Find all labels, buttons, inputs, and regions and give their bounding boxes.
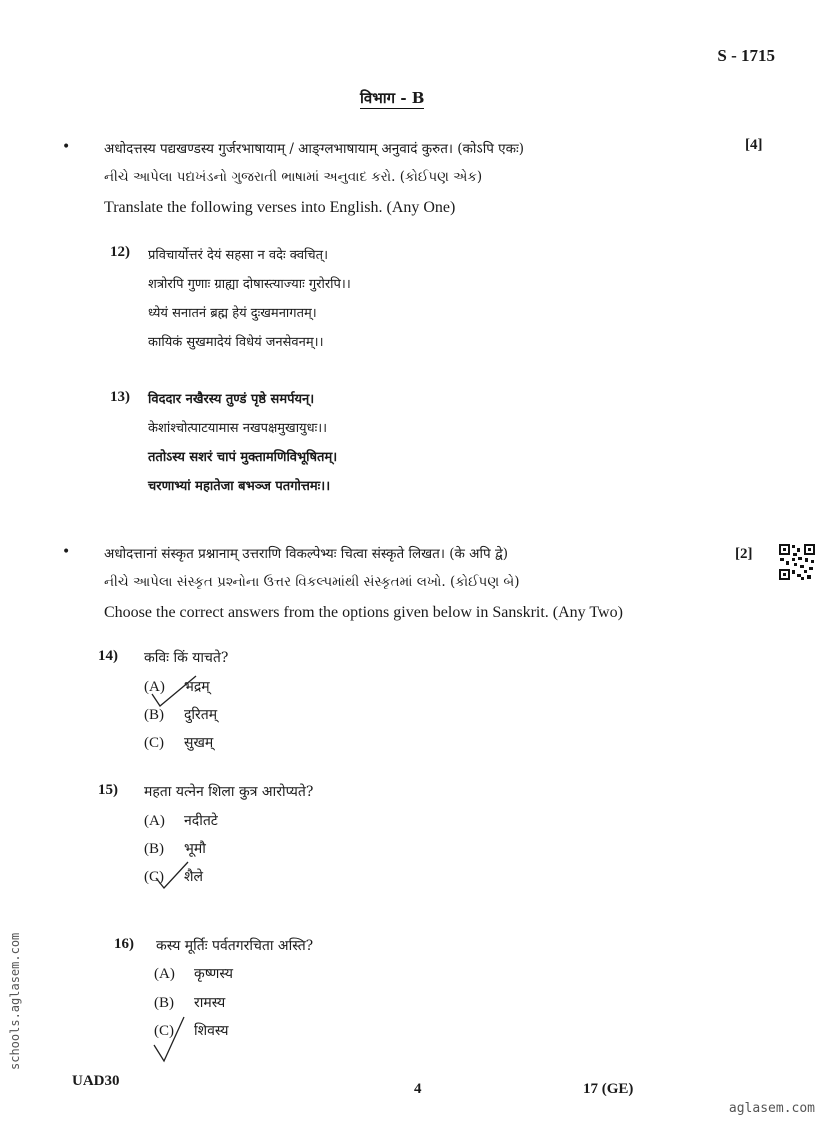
question-15-option-a [144, 811, 218, 830]
question-13-line-2: केशांश्चोत्पाटयामास नखपक्षमुखायुधः।। [148, 421, 328, 436]
tick-mark-icon [150, 672, 200, 712]
question-13-number: 13) [110, 389, 130, 405]
paper-code: S - 1715 [717, 46, 775, 65]
option-label: (B) [144, 841, 164, 857]
question-13-line-1: विददार नखैरस्य तुण्डं पृष्ठे समर्पयन्। [148, 392, 315, 407]
option-text: शैले [184, 869, 204, 885]
question-13-line-4: चरणाभ्यां महातेजा बभञ्ज पतगोत्तमः।। [148, 479, 331, 494]
question-16-text: कस्य मूर्तिः पर्वतगरचिता अस्ति? [156, 938, 314, 954]
option-label: (C) [154, 1023, 174, 1039]
marks-1: [4] [745, 137, 763, 153]
option-label: (C) [144, 869, 164, 885]
question-16-option-a [154, 964, 233, 983]
option-text: कृष्णस्य [194, 966, 233, 982]
footer-code: UAD30 [72, 1073, 120, 1089]
bullet-2: • [62, 544, 71, 560]
marks-2: [2] [735, 546, 753, 562]
tick-mark-icon [152, 860, 192, 892]
option-text: रामस्य [194, 995, 226, 1011]
option-label: (A) [154, 966, 175, 982]
instruction-english-2: Choose the correct answers from the options given below in Sanskrit. (Any Two) [104, 604, 623, 621]
tick-mark-icon [148, 1015, 196, 1065]
question-13-line-3: ततोऽस्य सशरं चापं मुक्तामणिविभूषितम्। [148, 450, 338, 465]
option-text: दुरितम् [184, 707, 218, 723]
option-text: भद्रम् [184, 679, 210, 695]
side-watermark: schools.aglasem.com [8, 932, 22, 1070]
footer-subject-code: 17 (GE) [583, 1081, 634, 1097]
question-14-number: 14) [98, 648, 118, 664]
question-12-line-3: ध्येयं सनातनं ब्रह्म हेयं दुःखमनागतम्। [148, 306, 317, 321]
option-label: (B) [144, 707, 164, 723]
instruction-english-1: Translate the following verses into English. (Any One) [104, 199, 456, 216]
question-15-text: महता यत्नेन शिला कुत्र आरोप्यते? [144, 784, 314, 800]
option-label: (B) [154, 995, 174, 1011]
question-12-line-4: कायिकं सुखमादेयं विधेयं जनसेवनम्।। [148, 335, 324, 350]
instruction-sanskrit-2: अधोदत्तानां संस्कृत प्रश्नानाम् उत्तराणि विकल्पेभ्यः चित्वा संस्कृते लिखत। (के अपि द्वे) [104, 546, 508, 562]
option-label: (A) [144, 679, 165, 695]
question-15-number: 15) [98, 782, 118, 798]
bottom-watermark: aglasem.com [728, 1101, 815, 1116]
option-text: नदीतटे [184, 813, 218, 829]
question-12-line-2: शत्रोरपि गुणाः ग्राह्या दोषास्त्याज्याः गुरोरपि।। [148, 277, 351, 292]
question-16-number: 16) [114, 936, 134, 952]
instruction-gujarati-2: નીચે આપેલા સંસ્કૃત પ્રશ્નોના ઉત્તર વિકલ્પમાંથી સંસ્કૃતમાં લખો. (કોઈપણ બે) [104, 574, 520, 590]
option-label: (A) [144, 813, 165, 829]
qr-code-icon [778, 543, 816, 581]
question-14-option-c [144, 733, 213, 752]
section-title [360, 88, 424, 108]
option-text: भूमौ [184, 841, 206, 857]
option-label: (C) [144, 735, 164, 751]
instruction-gujarati-1: નીચે આપેલા પદ્યખંડનો ગુજરાતી ભાષામાં અનુવાદ કરો. (કોઈપણ એક) [104, 169, 483, 185]
bullet-1: • [62, 139, 71, 155]
question-14-text: कविः किं याचते? [144, 650, 229, 666]
question-16-option-b [154, 993, 225, 1012]
page-number: 4 [414, 1081, 422, 1097]
option-text: शिवस्य [194, 1023, 229, 1039]
instruction-sanskrit-1: अधोदत्तस्य पद्यखण्डस्य गुर्जरभाषायाम् / आङ्ग्लभाषायाम् अनुवादं कुरुत। (कोऽपि एकः) [104, 141, 525, 157]
question-12-line-1: प्रविचार्योत्तरं देयं सहसा न वदेः क्वचित्। [148, 248, 329, 263]
question-12-number: 12) [110, 244, 130, 260]
section-title-text: विभाग - B [360, 89, 425, 107]
question-15-option-b [144, 839, 206, 858]
option-text: सुखम् [184, 735, 214, 751]
